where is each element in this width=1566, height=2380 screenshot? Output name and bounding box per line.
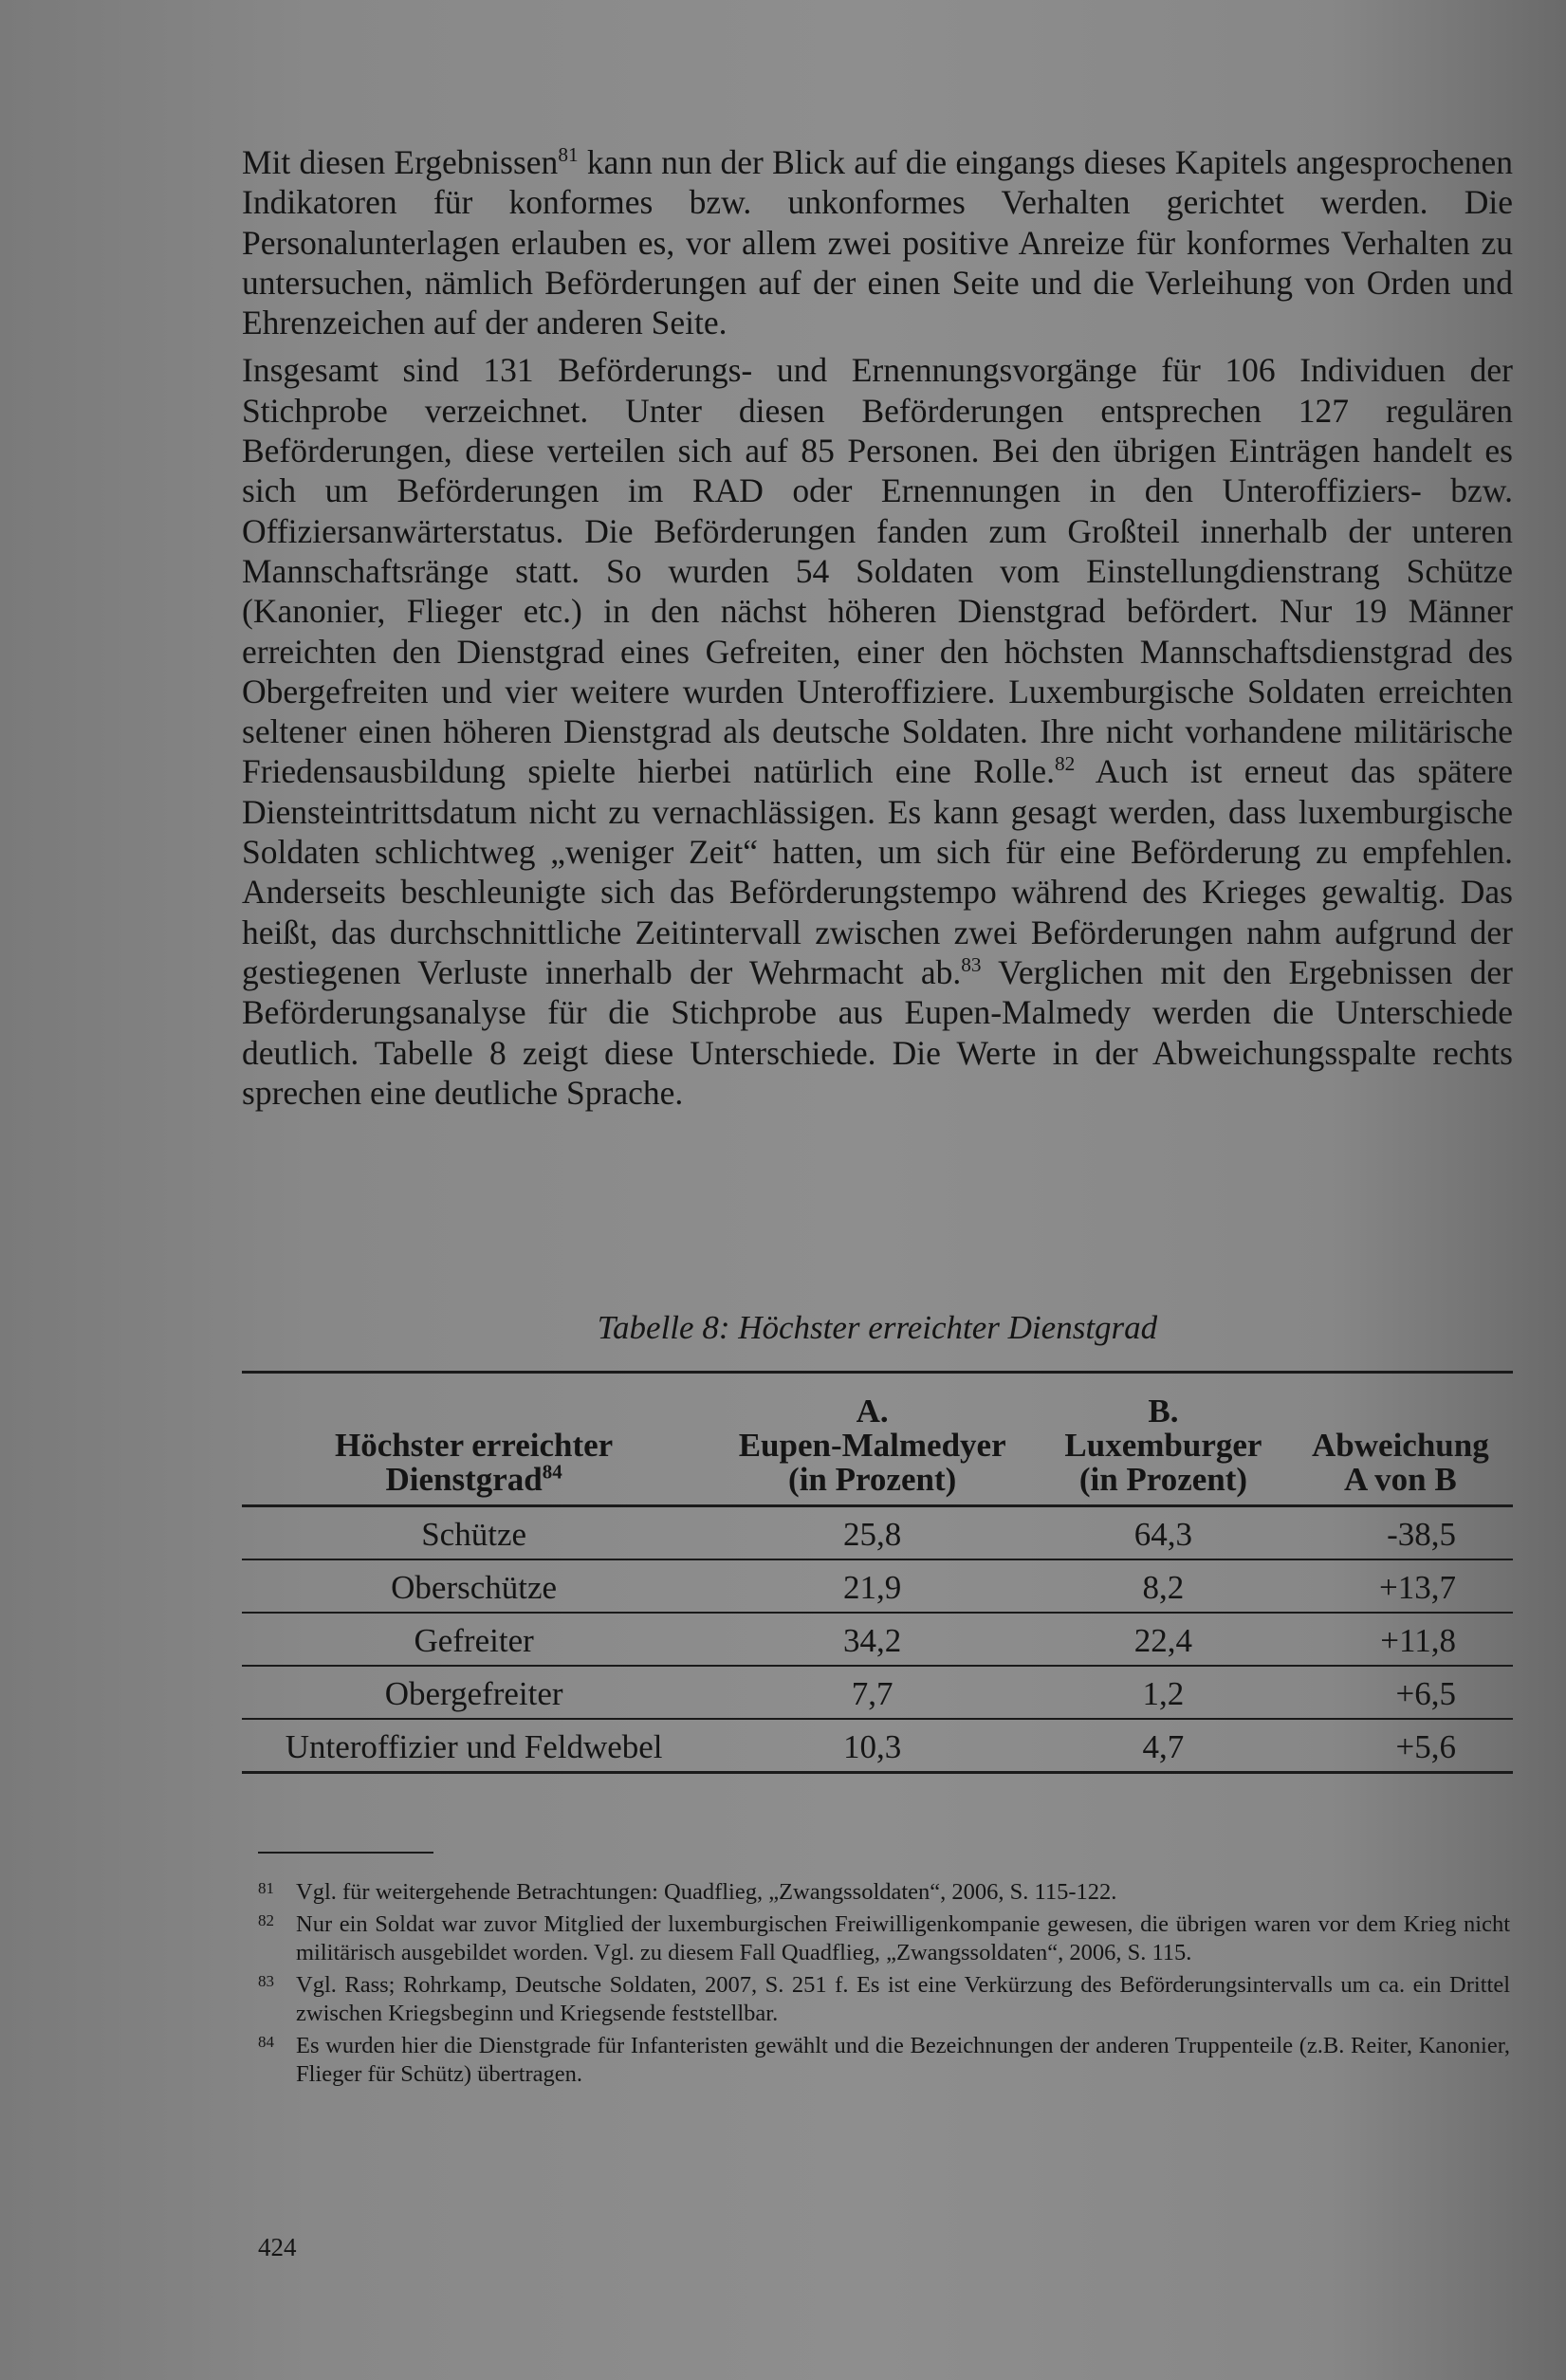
percent-cell: 22,4	[1039, 1613, 1288, 1666]
footnote-marker: 82	[1055, 752, 1076, 776]
column-header	[242, 1373, 706, 1506]
column-header-line: (in Prozent)	[1078, 1461, 1248, 1498]
table-caption: Tabelle 8: Höchster erreichter Dienstgrad	[597, 1309, 1158, 1346]
footnote-text: Nur ein Soldat war zuvor Mitglied der luxemburgischen Freiwilligenkompanie gewesen, die übrigen waren vor dem Krieg nicht militärisch ausgebildet worden. Vgl. zu diesem Fall Quadflieg, „Zwangssoldaten“, 2006, S. 115.	[296, 1911, 1510, 1965]
paragraph-text: kann nun der Blick auf die eingangs dieses Kapitels angesprochenen Indikatoren für konformes bzw. unkonformes Verhalten gerichtet werden. Die Personalunterlagen erlauben es, vor allem zwei positive Anreize für konformes Verhalten zu untersuchen, nämlich Beförderungen auf der einen Seite und die Verleihung von Orden und Ehrenzeichen auf der anderen Seite.	[242, 143, 1513, 342]
rank-cell: Oberschütze	[242, 1559, 706, 1613]
column-header-line: A von B	[1344, 1461, 1457, 1498]
percent-cell: 10,3	[706, 1719, 1039, 1773]
page-number: 424	[258, 2233, 297, 2261]
paragraph-text: Verglichen mit den Ergebnissen der Beförderungsanalyse für die Stichprobe aus Eupen-Malmedy werden die Unterschiede deutlich. Tabelle 8 zeigt diese Unterschiede. Die Werte in der Abweichungsspalte rechts sprechen eine deutliche Sprache.	[242, 952, 1513, 1112]
percent-cell: 7,7	[706, 1666, 1039, 1719]
body-text	[242, 142, 1513, 1113]
footnote-text: Es wurden hier die Dienstgrade für Infanteristen gewählt und die Bezeichnungen der anderen Truppenteile (z.B. Reiter, Kanonier, Flieger für Schütz) übertragen.	[296, 2033, 1510, 2087]
footnote	[258, 1910, 1510, 1967]
deviation-cell: +11,8	[1288, 1613, 1513, 1666]
deviation-cell: +13,7	[1288, 1559, 1513, 1613]
footnote-text: Vgl. für weitergehende Betrachtungen: Quadflieg, „Zwangssoldaten“, 2006, S. 115-122.	[296, 1879, 1117, 1905]
rank-table	[242, 1371, 1513, 1774]
column-header-line: (in Prozent)	[788, 1461, 957, 1498]
footnote-marker: 83	[961, 953, 982, 977]
footnote-number: 82	[258, 1911, 274, 1929]
table-row	[242, 1613, 1513, 1666]
percent-cell: 21,9	[706, 1559, 1039, 1613]
paragraph	[242, 350, 1513, 1113]
table-row	[242, 1719, 1513, 1773]
column-header	[1039, 1373, 1288, 1506]
footnote	[258, 2032, 1510, 2089]
rank-cell: Schütze	[242, 1506, 706, 1560]
paragraph-text: Insgesamt sind 131 Beförderungs- und Ernennungsvorgänge für 106 Individuen der Stichprobe verzeichnet. Unter diesen Beförderungen entsprechen 127 regulären Beförderungen, diese verteilen sich auf 85 Personen. Bei den übrigen Einträgen handelt es sich um Beförderungen im RAD oder Ernennungen in den Unteroffiziers- bzw. Offiziersanwärterstatus. Die Beförderungen fanden zum Großteil innerhalb der unteren Mannschaftsränge statt. So wurden 54 Soldaten vom Einstellungdienstrang Schütze (Kanonier, Flieger etc.) in den nächst höheren Dienstgrad befördert. Nur 19 Männer erreichten den Dienstgrad eines Gefreiten, einer den höchsten Mannschaftsdienstgrad des Obergefreiten und vier weitere wurden Unteroffiziere. Luxemburgische Soldaten erreichten seltener einen höheren Dienstgrad als deutsche Soldaten. Ihre nicht vorhandene militärische Friedensausbildung spielte hierbei natürlich eine Rolle.	[242, 351, 1513, 791]
column-header-line: Luxemburger	[1064, 1427, 1262, 1464]
percent-cell: 64,3	[1039, 1506, 1288, 1560]
percent-cell: 4,7	[1039, 1719, 1288, 1773]
footnote-number: 81	[258, 1879, 274, 1897]
rank-cell: Obergefreiter	[242, 1666, 706, 1719]
table-row	[242, 1666, 1513, 1719]
table-row	[242, 1506, 1513, 1560]
column-header-line: B.	[1148, 1393, 1179, 1430]
table-header-row	[242, 1373, 1513, 1506]
footnote-text: Vgl. Rass; Rohrkamp, Deutsche Soldaten, 2007, S. 251 f. Es ist eine Verkürzung des Beförderungsintervalls um ca. ein Drittel zwischen Kriegsbeginn und Kriegsende feststellbar.	[296, 1972, 1510, 2026]
table-row	[242, 1559, 1513, 1613]
paragraph-text: Auch ist erneut das spätere Diensteintrittsdatum nicht zu vernachlässigen. Es kann gesagt werden, dass luxemburgische Soldaten schlichtweg „weniger Zeit“ hatten, um sich für eine Beförderung zu empfehlen. Anderseits beschleunigte sich das Beförderungstempo während des Krieges gewaltig. Das heißt, das durchschnittliche Zeitintervall zwischen zwei Beförderungen nahm aufgrund der gestiegenen Verluste innerhalb der Wehrmacht ab.	[242, 752, 1514, 991]
column-header-line: Eupen-Malmedyer	[738, 1427, 1006, 1464]
footnote-number: 84	[258, 2033, 274, 2051]
percent-cell: 8,2	[1039, 1559, 1288, 1613]
footnote-number: 83	[258, 1972, 274, 1990]
percent-cell: 1,2	[1039, 1666, 1288, 1719]
footnote-divider	[258, 1852, 433, 1854]
column-header	[1288, 1373, 1513, 1506]
rank-cell: Unteroffizier und Feldwebel	[242, 1719, 706, 1773]
footnote	[258, 1878, 1510, 1907]
footnote	[258, 1971, 1510, 2028]
footnote-marker: 81	[558, 143, 579, 167]
column-header	[706, 1373, 1039, 1506]
paragraph	[242, 142, 1513, 342]
column-header-line: Abweichung	[1312, 1427, 1489, 1464]
deviation-cell: +5,6	[1288, 1719, 1513, 1773]
deviation-cell: +6,5	[1288, 1666, 1513, 1719]
column-header-line: A.	[856, 1393, 889, 1430]
column-header-line: Dienstgrad	[385, 1461, 543, 1498]
percent-cell: 25,8	[706, 1506, 1039, 1560]
rank-cell: Gefreiter	[242, 1613, 706, 1666]
table-body	[242, 1506, 1513, 1773]
percent-cell: 34,2	[706, 1613, 1039, 1666]
footnotes	[258, 1878, 1510, 2093]
deviation-cell: -38,5	[1288, 1506, 1513, 1560]
paragraph-text: Mit diesen Ergebnissen	[242, 143, 559, 181]
footnote-marker: 84	[542, 1460, 562, 1484]
column-header-line: Höchster erreichter	[335, 1427, 614, 1464]
